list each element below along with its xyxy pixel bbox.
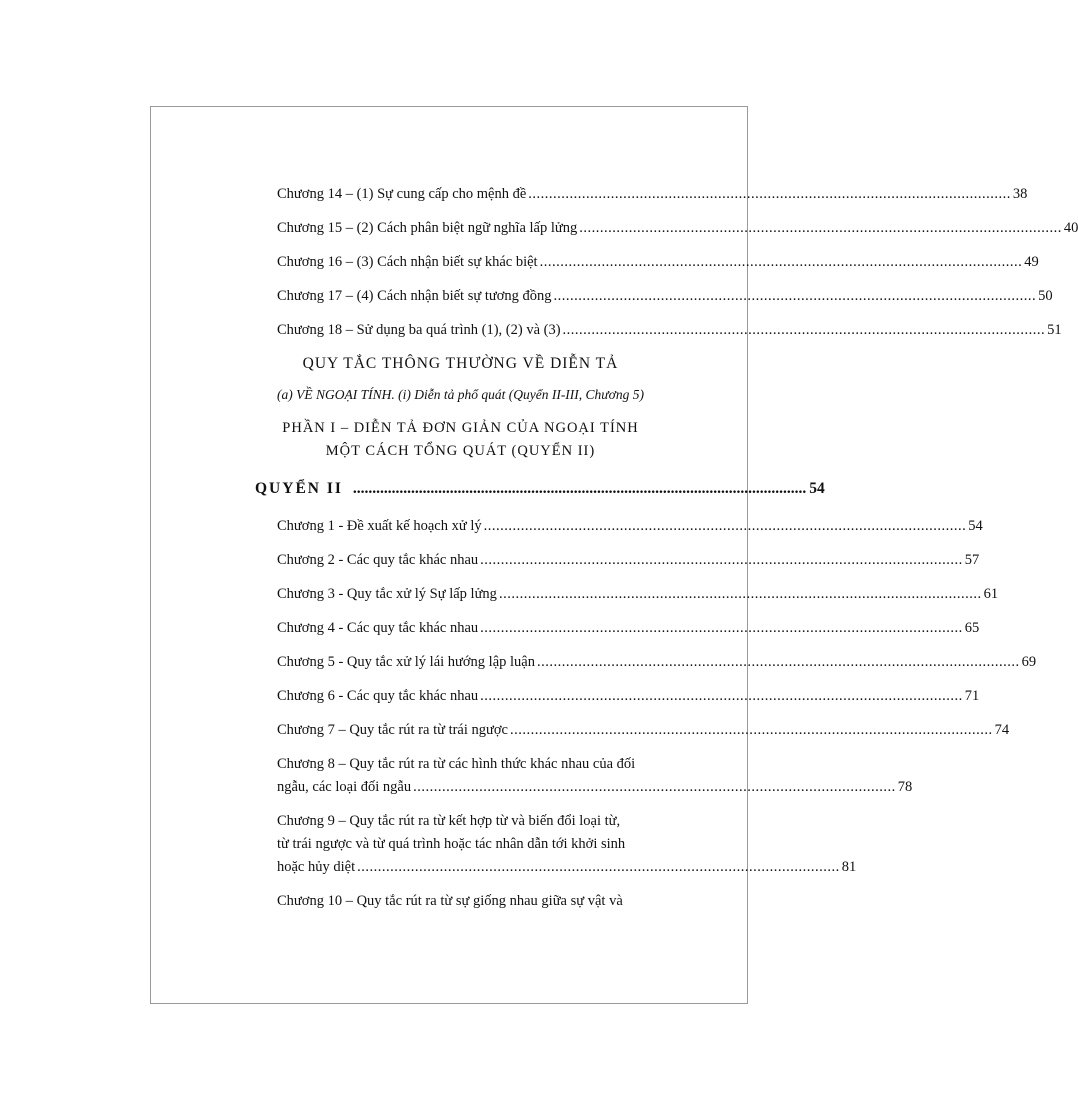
toc-entry-title: Chương 4 - Các quy tắc khác nhau bbox=[277, 620, 479, 636]
toc-entry-chuong-17 bbox=[277, 285, 1053, 308]
toc-entry-page: 40 bbox=[1063, 220, 1078, 236]
toc-entry-title-line: Chương 9 – Quy tắc rút ra từ kết hợp từ và biến đổi loại từ, bbox=[277, 813, 621, 829]
toc-entry-page: 57 bbox=[964, 552, 980, 568]
toc-entry-chuong-16 bbox=[277, 251, 1039, 274]
leader-dots: ..................................................................................................................... bbox=[357, 859, 840, 875]
table-of-contents bbox=[255, 183, 1078, 924]
toc-entry-title-tail: ngẫu, các loại đối ngẫu bbox=[277, 779, 412, 795]
toc-entry-title: Chương 2 - Các quy tắc khác nhau bbox=[277, 552, 479, 568]
toc-entry-title-line: Chương 10 – Quy tắc rút ra từ sự giống nhau giữa sự vật và bbox=[277, 893, 623, 909]
leader-dots: ..................................................................................................................... bbox=[562, 322, 1046, 338]
toc-entry-page: 78 bbox=[897, 779, 913, 795]
toc-entry-page: 69 bbox=[1021, 654, 1037, 670]
toc-entry-title: Chương 5 - Quy tắc xử lý lái hướng lập luận bbox=[277, 654, 535, 670]
leader-dots: ..................................................................................................................... bbox=[480, 620, 963, 636]
toc-entry-chuong-15 bbox=[277, 217, 1078, 240]
book-page bbox=[150, 106, 1078, 1004]
leader-dots: ..................................................................................................................... bbox=[413, 779, 896, 795]
part-heading-line-1: PHẦN I – DIỄN TẢ ĐƠN GIẢN CỦA NGOẠI TÍNH bbox=[282, 420, 639, 436]
toc-entry-page: 65 bbox=[964, 620, 980, 636]
toc-entry-page: 51 bbox=[1047, 322, 1062, 338]
leader-dots: ..................................................................................................................... bbox=[498, 586, 982, 602]
leader-dots: ..................................................................................................................... bbox=[480, 688, 963, 704]
leader-dots: ..................................................................................................................... bbox=[553, 288, 1037, 304]
toc-entry-page: 54 bbox=[968, 518, 983, 534]
toc-entry-chuong-7 bbox=[277, 719, 1010, 742]
book-page-number: 54 bbox=[809, 480, 825, 497]
toc-entry-title: Chương 15 – (2) Cách phân biệt ngữ nghĩa lấp lửng bbox=[277, 220, 578, 236]
toc-entry-page: 61 bbox=[983, 586, 999, 602]
toc-entry-page: 49 bbox=[1024, 254, 1039, 270]
toc-entry-chuong-2 bbox=[277, 549, 980, 572]
toc-entry-page: 50 bbox=[1038, 288, 1053, 304]
leader-dots: ..................................................................................................................... bbox=[536, 654, 1020, 670]
toc-entry-title: Chương 7 – Quy tắc rút ra từ trái ngược bbox=[277, 722, 508, 738]
leader-dots: ..................................................................................................................... bbox=[480, 552, 963, 568]
toc-entry-chuong-4 bbox=[277, 617, 980, 640]
toc-entry-page: 38 bbox=[1012, 186, 1028, 202]
part-heading-line-2: MỘT CÁCH TỔNG QUÁT (QUYỂN II) bbox=[325, 443, 596, 459]
toc-entry-title: Chương 17 – (4) Cách nhận biết sự tương đồng bbox=[277, 288, 552, 304]
toc-entry-title-line: Chương 8 – Quy tắc rút ra từ các hình thức khác nhau của đối bbox=[277, 756, 636, 772]
toc-entry-chuong-1 bbox=[277, 515, 983, 538]
toc-entry-title: Chương 14 – (1) Sự cung cấp cho mệnh đề bbox=[277, 186, 527, 202]
toc-entry-chuong-5 bbox=[277, 651, 1037, 674]
toc-entry-chuong-3 bbox=[277, 583, 999, 606]
toc-entry-chuong-8 bbox=[277, 753, 913, 799]
toc-entry-page: 74 bbox=[994, 722, 1010, 738]
toc-entry-title: Chương 6 - Các quy tắc khác nhau bbox=[277, 688, 479, 704]
leader-dots: ..................................................................................................................... bbox=[352, 480, 807, 497]
leader-dots: ..................................................................................................................... bbox=[483, 518, 967, 534]
toc-entry-title: Chương 16 – (3) Cách nhận biết sự khác biệt bbox=[277, 254, 538, 270]
leader-dots: ..................................................................................................................... bbox=[510, 722, 993, 738]
toc-entry-title: Chương 1 - Đề xuất kế hoạch xử lý bbox=[277, 518, 482, 534]
toc-entry-title: Chương 3 - Quy tắc xử lý Sự lấp lửng bbox=[277, 586, 497, 602]
leader-dots: ..................................................................................................................... bbox=[528, 186, 1011, 202]
section-subheading: (a) VỀ NGOẠI TÍNH. (i) Diễn tả phổ quát (Quyển II-III, Chương 5) bbox=[277, 387, 644, 402]
toc-entry-title-tail: hoặc hủy diệt bbox=[277, 859, 356, 875]
toc-entry-title: Chương 18 – Sử dụng ba quá trình (1), (2) và (3) bbox=[277, 322, 561, 338]
toc-entry-page: 81 bbox=[841, 859, 857, 875]
book-heading bbox=[255, 477, 825, 501]
toc-entry-chuong-14 bbox=[277, 183, 1028, 206]
leader-dots: ..................................................................................................................... bbox=[579, 220, 1062, 236]
book-title: QUYỂN II bbox=[255, 480, 343, 497]
toc-entry-chuong-9 bbox=[277, 810, 857, 879]
toc-entry-chuong-10 bbox=[277, 890, 644, 913]
part-heading bbox=[265, 417, 656, 463]
leader-dots: ..................................................................................................................... bbox=[539, 254, 1023, 270]
toc-entry-chuong-6 bbox=[277, 685, 980, 708]
toc-entry-title-line: từ trái ngược và từ quá trình hoặc tác nhân dẫn tới khởi sinh bbox=[277, 836, 626, 852]
toc-entry-page: 71 bbox=[964, 688, 980, 704]
toc-entry-chuong-18 bbox=[277, 319, 1062, 342]
section-heading: QUY TẮC THÔNG THƯỜNG VỀ DIỄN TẢ bbox=[302, 355, 619, 372]
